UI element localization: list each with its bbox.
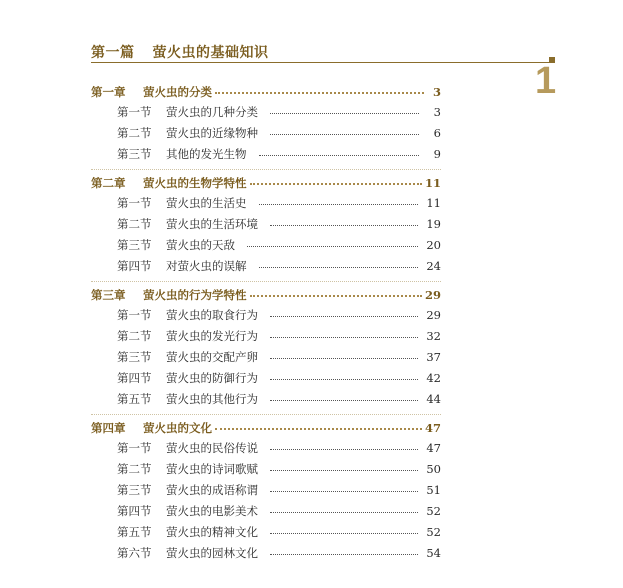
- section-title: 萤火虫的民俗传说: [166, 441, 258, 455]
- chapter-label: 第三章: [91, 288, 126, 302]
- leader-dots: [270, 400, 418, 401]
- section-label: 第五节: [117, 525, 152, 539]
- chapter-page-number: 11: [424, 176, 441, 190]
- section-label: 第四节: [117, 371, 152, 385]
- section-title: 萤火虫的近缘物种: [166, 126, 258, 140]
- section-label: 第四节: [117, 504, 152, 518]
- leader-dots: [270, 491, 418, 492]
- toc-section-row[interactable]: [117, 103, 441, 121]
- section-page-number: 11: [426, 196, 441, 210]
- section-label: 第二节: [117, 329, 152, 343]
- section-label: 第二节: [117, 462, 152, 476]
- leader-dots: [270, 533, 418, 534]
- leader-dots: [259, 155, 420, 156]
- leader-dots: [215, 92, 424, 94]
- toc-section-row[interactable]: [117, 194, 441, 212]
- chapter-page-number: 47: [424, 421, 441, 435]
- leader-dots: [270, 554, 418, 555]
- toc-section-row[interactable]: [117, 236, 441, 254]
- chapter-title: 萤火虫的文化: [143, 421, 212, 435]
- section-page-number: 9: [433, 147, 441, 161]
- section-label: 第三节: [117, 147, 152, 161]
- section-title: 萤火虫的交配产卵: [166, 350, 258, 364]
- section-title: 萤火虫的防御行为: [166, 371, 258, 385]
- leader-dots: [270, 337, 418, 338]
- section-label: 第二节: [117, 126, 152, 140]
- toc-section-row[interactable]: [117, 348, 441, 366]
- toc-section-row[interactable]: [117, 369, 441, 387]
- leader-dots: [270, 379, 418, 380]
- section-label: 第四节: [117, 259, 152, 273]
- section-page-number: 6: [433, 126, 441, 140]
- toc-section-row[interactable]: [117, 439, 441, 457]
- section-title: 萤火虫的生活史: [166, 196, 247, 210]
- section-page-number: 44: [426, 392, 441, 406]
- leader-dots: [259, 267, 419, 268]
- section-title: 其他的发光生物: [166, 147, 247, 161]
- section-title: 萤火虫的电影美术: [166, 504, 258, 518]
- section-label: 第三节: [117, 350, 152, 364]
- leader-dots: [270, 358, 418, 359]
- chapter-page-number: 29: [424, 288, 441, 302]
- toc-section-row[interactable]: [117, 145, 441, 163]
- part-heading: [91, 42, 269, 62]
- chapter-title: 萤火虫的生物学特性: [143, 176, 247, 190]
- toc-section-row[interactable]: [117, 257, 441, 275]
- section-page-number: 52: [426, 525, 441, 539]
- leader-dots: [270, 470, 418, 471]
- toc-section-row[interactable]: [117, 460, 441, 478]
- chapter-divider: [91, 169, 441, 170]
- leader-dots: [270, 449, 418, 450]
- chapter-label: 第四章: [91, 421, 126, 435]
- part-label: 第一篇: [91, 45, 135, 61]
- section-page-number: 47: [426, 441, 441, 455]
- section-page-number: 50: [426, 462, 441, 476]
- chapter-label: 第二章: [91, 176, 126, 190]
- section-label: 第三节: [117, 483, 152, 497]
- toc-chapter-row[interactable]: [91, 286, 441, 304]
- toc-chapter-row[interactable]: [91, 174, 441, 192]
- section-label: 第一节: [117, 441, 152, 455]
- chapter-label: 第一章: [91, 85, 126, 99]
- section-page-number: 54: [426, 546, 441, 560]
- section-label: 第二节: [117, 217, 152, 231]
- header-rule: [91, 62, 552, 63]
- section-page-number: 32: [426, 329, 441, 343]
- chapter-page-number: 3: [432, 85, 441, 99]
- chapter-title: 萤火虫的行为学特性: [143, 288, 247, 302]
- toc-section-row[interactable]: [117, 544, 441, 562]
- section-page-number: 52: [426, 504, 441, 518]
- leader-dots: [215, 428, 422, 430]
- section-page-number: 51: [426, 483, 441, 497]
- section-title: 萤火虫的取食行为: [166, 308, 258, 322]
- section-title: 萤火虫的天敌: [166, 238, 235, 252]
- part-title: 萤火虫的基础知识: [152, 45, 269, 61]
- section-label: 第一节: [117, 308, 152, 322]
- section-label: 第一节: [117, 196, 152, 210]
- chapter-title: 萤火虫的分类: [143, 85, 212, 99]
- section-label: 第三节: [117, 238, 152, 252]
- toc-section-row[interactable]: [117, 502, 441, 520]
- toc-section-row[interactable]: [117, 124, 441, 142]
- section-label: 第六节: [117, 546, 152, 560]
- leader-dots: [270, 113, 419, 114]
- section-page-number: 29: [426, 308, 441, 322]
- leader-dots: [247, 246, 418, 247]
- leader-dots: [250, 183, 422, 185]
- leader-dots: [259, 204, 419, 205]
- section-label: 第一节: [117, 105, 152, 119]
- leader-dots: [270, 316, 418, 317]
- section-title: 萤火虫的诗词歌赋: [166, 462, 258, 476]
- section-title: 对萤火虫的误解: [166, 259, 247, 273]
- section-page-number: 19: [426, 217, 441, 231]
- chapter-divider: [91, 281, 441, 282]
- toc-section-row[interactable]: [117, 481, 441, 499]
- section-title: 萤火虫的几种分类: [166, 105, 258, 119]
- toc-section-row[interactable]: [117, 215, 441, 233]
- leader-dots: [270, 512, 418, 513]
- section-title: 萤火虫的精神文化: [166, 525, 258, 539]
- section-page-number: 20: [426, 238, 441, 252]
- chapter-divider: [91, 414, 441, 415]
- toc-chapter-row[interactable]: [91, 83, 441, 101]
- toc-section-row[interactable]: [117, 523, 441, 541]
- toc-chapter-row[interactable]: [91, 419, 441, 437]
- section-title: 萤火虫的发光行为: [166, 329, 258, 343]
- section-title: 萤火虫的园林文化: [166, 546, 258, 560]
- section-title: 萤火虫的其他行为: [166, 392, 258, 406]
- section-title: 萤火虫的成语称谓: [166, 483, 258, 497]
- section-title: 萤火虫的生活环境: [166, 217, 258, 231]
- section-page-number: 3: [433, 105, 441, 119]
- part-number: 1: [535, 60, 557, 102]
- leader-dots: [250, 295, 422, 297]
- toc-section-row[interactable]: [117, 327, 441, 345]
- section-label: 第五节: [117, 392, 152, 406]
- section-page-number: 24: [426, 259, 441, 273]
- leader-dots: [270, 225, 418, 226]
- section-page-number: 37: [426, 350, 441, 364]
- leader-dots: [270, 134, 419, 135]
- toc-section-row[interactable]: [117, 390, 441, 408]
- section-page-number: 42: [426, 371, 441, 385]
- toc-section-row[interactable]: [117, 306, 441, 324]
